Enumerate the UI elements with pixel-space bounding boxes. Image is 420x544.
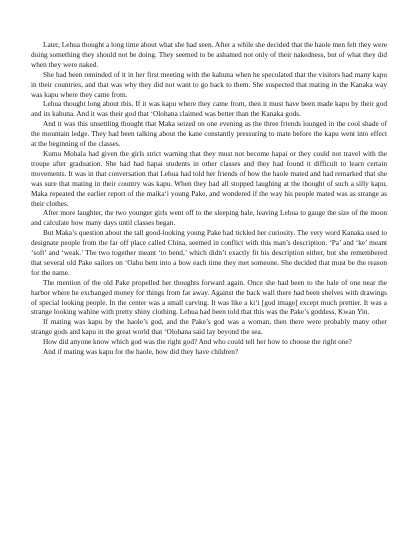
paragraph: The mention of the old Pake propelled her thoughts forward again. Once she had been to the hale of one near the harbor where he exchanged money for things from far away. Against the back wall there had been shelves with drawings of special looking people. In the center was a small carving. It was like a ki‘i [god image] except much prettier. It was a strange looking wahine with pretty shiny clothing. Lehua had been told that this was the Pake’s goddess, Kwan Yin. [31,277,387,317]
paragraph: If mating was kapu by the haole’s god, and the Pake’s god was a woman, then there were probably many other strange gods and kapu in the great world that ‘Olohana said lay beyond the sea. [31,317,387,337]
body-text [31,40,387,357]
paragraph: Lehua thought long about this. If it was kapu where they came from, then it must have been made kapu by their god and its kahuna. And it was their god that ‘Olohana claimed was better than the Kanaka gods. [31,99,387,119]
paragraph: And if mating was kapu for the haole, how did they have children? [43,347,239,357]
paragraph: And it was this unsettling thought that Maka seized on one evening as the three friends lounged in the cool shade of the mountain ledge. They had been talking about the kane constantly pressuring to mate before the kapu went into effect at the beginning of the classes. [31,119,387,149]
paragraph: But Maka’s question about the tall good-looking young Pake had tickled her curiosity. The very word Kanaka used to designate people from the far off place called China, seemed in conflict with this man’s description. ‘Pa’ and ‘ke’ meant ‘soft’ and ‘weak.’ The two together meant ‘to bend,’ which didn’t exactly fit his description either, but she remembered that several old Pake sailors on ‘Oahu bent into a bow each time they met someone. She decided that must be the reason for the name. [31,228,387,277]
paragraph: After more laughter, the two younger girls went off to the sleeping hale, leaving Lehua to gauge the size of the moon and calculate how many days until classes began. [31,208,387,228]
paragraph: She had been reminded of it in her first meeting with the kahuna when he speculated that the visitors had many kapu in their countries, and that was why they did not want to go back to them. She suspected that mating in the Kanaka way was kapu where they came from. [31,69,387,99]
paragraph: Later, Lehua thought a long time about what she had seen. After a while she decided that the haole men felt they were doing something they should not be doing. They seemed to be ashamed not only of their nakedness, but of what they did when they were naked. [31,40,387,69]
paragraph: Kumu Mohala had given the girls strict warning that they must not become hapai or they could not travel with the troupe after graduation. She had had hapai students in other classes and they had found it difficult to learn certain movements. It was in that conversation that Lehua had told her friends of how the haole mated and had remarked that she was sure that mating in their country was kapu. When they had all stopped laughing at the thought of such a silly kapu, Maka repeated the earlier report of the maika‘i young Pake, and wondered if the way his people mated was as strange as their clothes. [31,148,387,208]
paragraph: How did anyone know which god was the right god? And who could tell her how to choose the right one? [43,337,352,347]
